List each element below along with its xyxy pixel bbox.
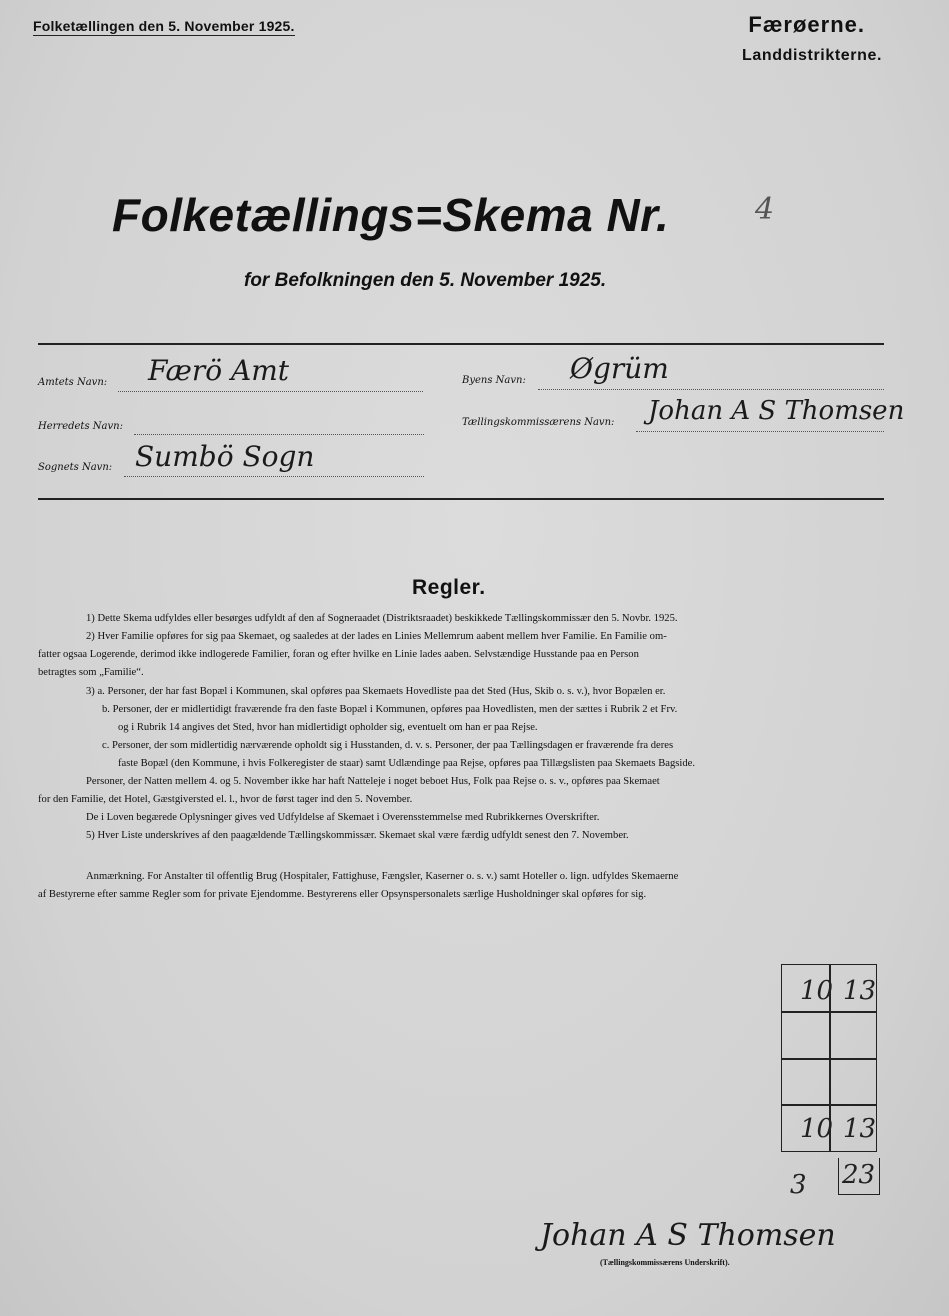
form-title: Folketællings=Skema Nr. [112,189,670,241]
rule-line-5: 3) a. Personer, der har fast Bopæl i Kommunen, skal opføres paa Skemaets Hovedliste paa det Sted (Hus, Skib o. s. v.), hvor Bopælen er. [86,686,666,697]
tally-r1-right: 13 [843,976,877,1006]
rule-line-12: De i Loven begærede Oplysninger gives ved Udfyldelse af Skemaet i Overensstemmelse med Rubrikkernes Overskrifter. [86,812,600,823]
by-line [538,389,884,390]
tally-r4-left: 10 [800,1114,834,1144]
form-number: 4 [755,192,775,227]
tally-rule-2 [782,1058,876,1060]
tally-r1-left: 10 [800,976,834,1006]
herred-line [134,434,424,435]
region-heading: Færøerne. [748,12,865,37]
top-divider [38,343,884,345]
tally-below-left: 3 [790,1170,807,1200]
bottom-divider [38,498,884,500]
note-line-2: af Bestyrerne efter samme Regler som for private Ejendomme. Bestyrerens eller Opsynspersonalets særlige Husholdninger skal opføres for sig. [38,889,647,900]
amt-value[interactable]: Færö Amt [148,354,290,387]
rule-line-10: Personer, der Natten mellem 4. og 5. November ikke har haft Natteleje i noget beboet Hus, Folk paa Rejse o. s. v., opføres paa Skemaet [86,776,660,787]
kommissaer-line [636,431,884,432]
rule-line-1: 1) Dette Skema udfyldes eller besørges udfyldt af den af Sogneraadet (Distriktsraadet) beskikkede Tællingskommissær den 5. Novbr. 1925. [86,613,678,624]
sogn-line [124,476,424,477]
amt-line [118,391,423,392]
tally-below-box [838,1158,880,1195]
rule-line-8: c. Personer, der som midlertidig nærværende opholdt sig i Husstanden, d. v. s. Personer, der paa Tællingsdagen er fraværende fra deres [102,740,674,751]
district-subheading: Landdistrikterne. [741,47,882,64]
note-line-1: Anmærkning. For Anstalter til offentlig Brug (Hospitaler, Fattighuse, Fængsler, Kaserner o. s. v.) samt Hoteller o. lign. udfyldes Skemaerne [86,871,679,882]
rule-line-11: for den Familie, det Hotel, Gæstgiversted el. l., hvor de først tager ind den 5. November. [38,794,413,805]
rule-line-13: 5) Hver Liste underskrives af den paagældende Tællingskommissær. Skemaet skal være færdig udfyldt senest den 7. November. [86,830,629,841]
herred-label: Herredets Navn: [38,421,123,432]
by-label: Byens Navn: [462,375,526,386]
census-date-header: Folketællingen den 5. November 1925. [33,18,295,34]
signature-caption: (Tællingskommissærens Underskrift). [600,1258,730,1267]
rule-line-9: faste Bopæl (den Kommune, i hvis Folkeregister de staar) samt Udlændinge paa Rejse, opføres paa Tillægslisten paa Skemaets Bagside. [118,758,695,769]
amt-label: Amtets Navn: [38,377,108,388]
form-subtitle: for Befolkningen den 5. November 1925. [244,270,607,291]
by-value[interactable]: Øgrüm [570,352,669,385]
sogn-value[interactable]: Sumbö Sogn [135,440,315,473]
rules-heading: Regler. [412,576,486,599]
sogn-label: Sognets Navn: [38,462,113,473]
rule-line-4: betragtes som „Familie“. [38,667,144,678]
rule-line-7: og i Rubrik 14 angives det Sted, hvor han midlertidigt opholder sig, eventuelt om han er paa Rejse. [118,722,538,733]
signature: Johan A S Thomsen [540,1218,836,1253]
tally-below-right: 23 [842,1160,876,1190]
rule-line-3: fatter ogsaa Logerende, derimod ikke indlogerede Familier, foran og efter hvilke en Linie lades aaben. Selvstændige Husstande paa en Person [38,649,639,660]
tally-rule-3 [782,1104,876,1106]
rule-line-6: b. Personer, der er midlertidigt fraværende fra den faste Bopæl i Kommunen, opføres paa Hovedlisten, men der sættes i Rubrik 2 et Frv. [102,704,678,715]
tally-r4-right: 13 [843,1114,877,1144]
tally-rule-1 [782,1011,876,1013]
kommissaer-value[interactable]: Johan A S Thomsen [648,396,905,426]
rule-line-2: 2) Hver Familie opføres for sig paa Skemaet, og saaledes at der lades en Linies Mellemrum aabent mellem hver Familie. En Familie om- [86,631,667,642]
kommissaer-label: Tællingskommissærens Navn: [462,417,615,428]
